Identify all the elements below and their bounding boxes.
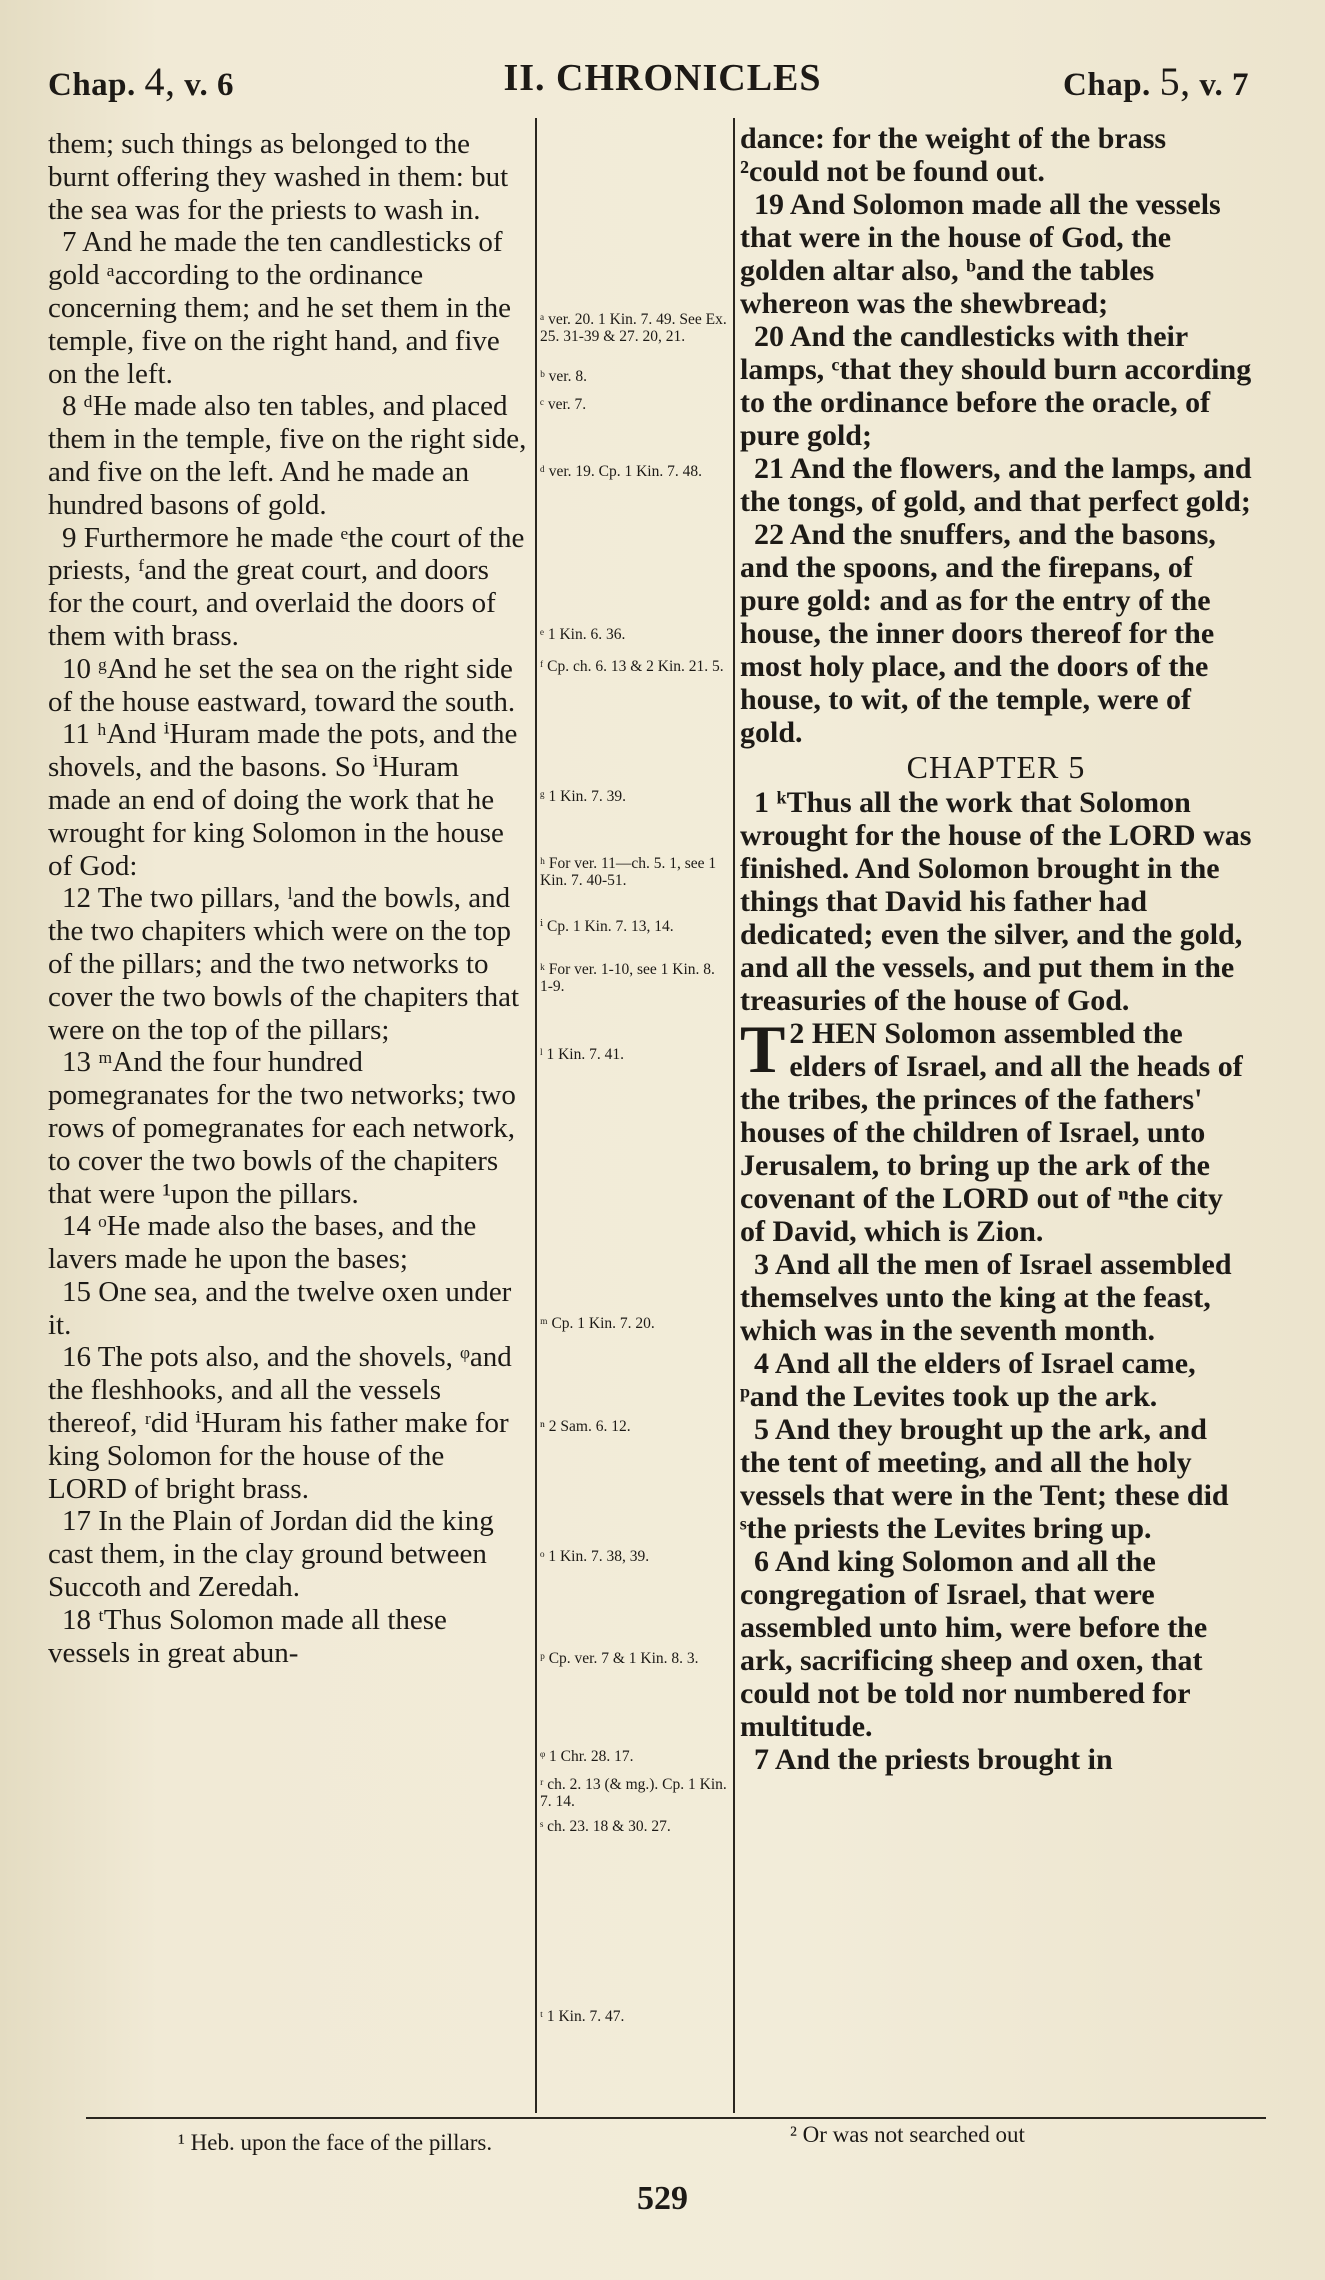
margin-note-p: ᵖ Cp. ver. 7 & 1 Kin. 8. 3. xyxy=(540,1650,699,1667)
verse-21: 21 And the flowers, and the lamps, and the tongs, of gold, and that perfect gold; xyxy=(740,452,1252,518)
left-text-column xyxy=(48,128,528,2108)
column-rule-right xyxy=(733,118,735,2113)
chapter5-verse-1: 1 ᵏThus all the work that Solomon wrought for the house of the LORD was finished. And Solomon brought in the things that David his father had dedicated; even the silver, and the gold, and all the vessels, and put them in the treasuries of the house of God. xyxy=(740,786,1252,1017)
verse-20: 20 And the candlesticks with their lamps, ᶜthat they should burn according to the ordinance before the oracle, of pure gold; xyxy=(740,320,1252,452)
margin-note-o: ᵒ 1 Kin. 7. 38, 39. xyxy=(540,1548,650,1565)
verse-17: 17 In the Plain of Jordan did the king cast them, in the clay ground between Succoth and Zeredah. xyxy=(48,1505,494,1604)
column-rule-left xyxy=(535,118,537,2113)
margin-note-n: ⁿ 2 Sam. 6. 12. xyxy=(540,1418,631,1435)
page-number: 529 xyxy=(637,2180,688,2217)
book-title: II. CHRONICLES xyxy=(503,57,822,99)
margin-note-c: ᶜ ver. 7. xyxy=(540,396,587,413)
right-text-column xyxy=(740,122,1252,2112)
verse-19: 19 And Solomon made all the vessels that were in the house of God, the golden altar also, ᵇand the tables whereon was the shewbread; xyxy=(740,188,1221,320)
verse-continuation: them; such things as belonged to the burnt offering they washed in them: but the sea was for the priests to wash in. xyxy=(48,128,509,226)
margin-note-f: ᶠ Cp. ch. 6. 13 & 2 Kin. 21. 5. xyxy=(540,658,724,675)
verse-11: 11 ʰAnd ⁱHuram made the pots, and the shovels, and the basons. So ⁱHuram made an end of doing the work that he wrought for king Solomon in the house of God: xyxy=(48,718,518,882)
verse-13: 13 ᵐAnd the four hundred pomegranates for the two networks; two rows of pomegranates for each network, to cover the two bowls of the chapiters that were ¹upon the pillars. xyxy=(48,1046,516,1210)
chapter-number-right: 5, xyxy=(1159,59,1191,104)
chapter-label-right: Chap. xyxy=(1063,67,1151,103)
chapter-number-left: 4, xyxy=(144,59,176,104)
margin-note-r: ʳ ch. 2. 13 (& mg.). Cp. 1 Kin. 7. 14. xyxy=(540,1776,727,1810)
chapter-label-left: Chap. xyxy=(48,67,136,103)
margin-note-d: ᵈ ver. 19. Cp. 1 Kin. 7. 48. xyxy=(540,463,702,480)
footnote-rule xyxy=(86,2117,1266,2119)
margin-note-q: ᵠ 1 Chr. 28. 17. xyxy=(540,1748,634,1765)
running-head-right xyxy=(1063,58,1249,105)
margin-note-s: ˢ ch. 23. 18 & 30. 27. xyxy=(540,1818,671,1835)
verse-label-left: v. 6 xyxy=(184,67,234,103)
verse-15: 15 One sea, and the twelve oxen under it. xyxy=(48,1275,512,1341)
margin-note-e: ᵉ 1 Kin. 6. 36. xyxy=(540,626,626,643)
margin-note-i: ⁱ Cp. 1 Kin. 7. 13, 14. xyxy=(540,918,674,935)
verse-label-right: v. 7 xyxy=(1199,67,1249,103)
chapter-heading: CHAPTER 5 xyxy=(906,749,1086,785)
margin-note-k: ᵏ For ver. 1-10, see 1 Kin. 8. 1-9. xyxy=(540,961,715,995)
verse-16: 16 The pots also, and the shovels, ᵠand the fleshhooks, and all the vessels thereof, ʳdid ⁱHuram his father make for king Solomon for the house of the LORD of bright brass. xyxy=(48,1341,512,1505)
margin-note-h: ʰ For ver. 11—ch. 5. 1, see 1 Kin. 7. 40-51. xyxy=(540,855,717,889)
verse-10: 10 ᵍAnd he set the sea on the right side of the house eastward, toward the south. xyxy=(48,652,516,718)
footnote-2: ² Or was not searched out xyxy=(790,2122,1025,2147)
verse-18: 18 ᵗThus Solomon made all these vessels in great abun- xyxy=(48,1603,447,1669)
chapter5-verse-2 xyxy=(740,1011,1252,1248)
verse-14: 14 ᵒHe made also the bases, and the lavers made he upon the bases; xyxy=(48,1210,477,1276)
chapter5-verse-3: 3 And all the men of Israel assembled themselves unto the king at the feast, which was in the seventh month. xyxy=(740,1248,1232,1347)
verse-2-text: 2 HEN Solomon assembled the elders of Israel, and all the heads of the tribes, the princes of the fathers' houses of the children of Israel, unto Jerusalem, to bring up the ark of the covenant of the LORD out of ⁿthe city of David, which is Zion. xyxy=(740,1017,1243,1248)
margin-note-t: ᵗ 1 Kin. 7. 47. xyxy=(540,2008,625,2025)
margin-note-g: ᵍ 1 Kin. 7. 39. xyxy=(540,788,627,805)
verse-7: 7 And he made the ten candlesticks of gold ᵃaccording to the ordinance concerning them; and he set them in the temple, five on the right hand, and five on the left. xyxy=(48,226,512,390)
chapter5-verse-6: 6 And king Solomon and all the congregation of Israel, that were assembled unto him, were before the ark, sacrificing sheep and oxen, that could not be told nor numbered for multitude. xyxy=(740,1545,1208,1743)
chapter5-verse-4: 4 And all the elders of Israel came, ᵖand the Levites took up the ark. xyxy=(740,1347,1196,1413)
footnote-1: ¹ Heb. upon the face of the pillars. xyxy=(178,2130,493,2155)
margin-note-m: ᵐ Cp. 1 Kin. 7. 20. xyxy=(540,1315,655,1332)
verse-9: 9 Furthermore he made ᵉthe court of the priests, ᶠand the great court, and doors for the court, and overlaid the doors of them with brass. xyxy=(48,521,525,652)
verse-12: 12 The two pillars, ˡand the bowls, and the two chapiters which were on the top of the pillars; and the two networks to cover the two bowls of the chapiters that were on the top of the pillars; xyxy=(48,882,520,1046)
verse-22: 22 And the snuffers, and the basons, and the spoons, and the firepans, of pure gold: and as for the entry of the house, the inner doors thereof for the most holy place, and the doors of the house, to wit, of the temple, were of gold. xyxy=(740,518,1216,749)
chapter5-verse-7: 7 And the priests brought in xyxy=(754,1743,1113,1776)
verse-continuation-right: dance: for the weight of the brass ²could not be found out. xyxy=(740,122,1167,188)
margin-note-a: ᵃ ver. 20. 1 Kin. 7. 49. See Ex. 25. 31-39 & 27. 20, 21. xyxy=(540,311,727,345)
chapter5-verse-5: 5 And they brought up the ark, and the tent of meeting, and all the holy vessels that were in the Tent; these did ˢthe priests the Levites bring up. xyxy=(740,1413,1229,1545)
margin-note-b: ᵇ ver. 8. xyxy=(540,368,587,385)
drop-cap: T xyxy=(740,1011,786,1087)
cross-reference-column xyxy=(540,128,730,2108)
margin-note-l: ˡ 1 Kin. 7. 41. xyxy=(540,1046,624,1063)
verse-8: 8 ᵈHe made also ten tables, and placed them in the temple, five on the right side, and five on the left. And he made an hundred basons of gold. xyxy=(48,390,527,521)
